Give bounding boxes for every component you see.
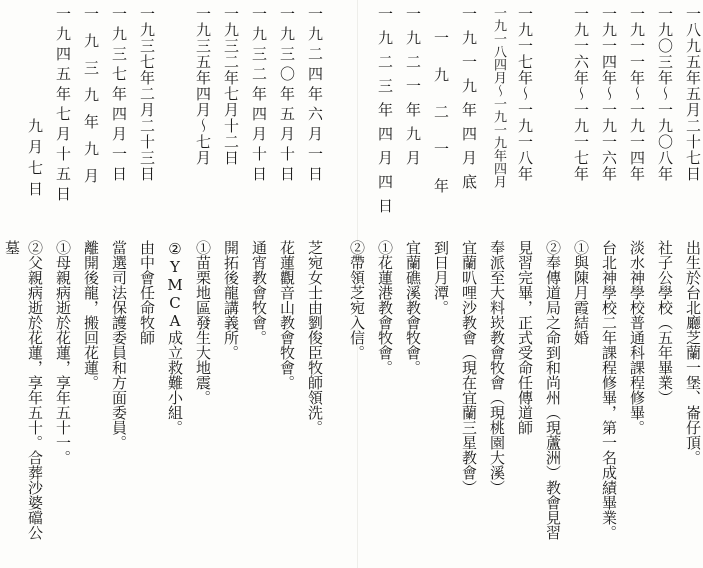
entry (303, 0, 333, 568)
entry-text: 墓 (3, 240, 21, 255)
entry-text: ①與陳月霞結婚 (572, 240, 590, 345)
entry-text: ②帶領芝宛入信。 (348, 240, 366, 360)
entry-date: 一九四五年七月十五日 (54, 6, 72, 206)
entry-text: 花蓮觀音山教會牧會。 (278, 240, 296, 390)
entry-date: 九月七日 (26, 118, 44, 202)
entry-date: 一九二四年六月一日 (306, 6, 324, 186)
entry-date: 一九三二年四月十日 (250, 6, 268, 186)
entry-text: 芝宛女士由劉俊臣牧師領洗。 (306, 240, 324, 435)
entry-text: 到日月潭。 (432, 240, 450, 315)
entry-text: 開拓後龍講義所。 (222, 240, 240, 360)
entry-date: 一九〇三年～一九〇八年 (656, 6, 674, 182)
entry-text: ②奉傳道局之命到和尚州（現蘆洲）教會見習 (544, 240, 562, 540)
entry-text: ②YMCA成立救難小組。 (166, 240, 184, 435)
entry (79, 0, 109, 568)
entry (373, 0, 403, 568)
entry (135, 0, 165, 568)
entry-text: ①花蓮港教會牧會。 (376, 240, 394, 375)
entry-text: 社子公學校（五年畢業） (656, 240, 674, 405)
entry (541, 0, 571, 568)
entry (569, 0, 599, 568)
entry-text: 奉派至大料崁教會牧會（現桃園大溪） (488, 240, 506, 495)
entry-date: 一九一四年～一九一六年 (600, 6, 618, 182)
entry (597, 0, 627, 568)
entry-date: 一九一八四月～一九一九年四月 (491, 6, 506, 188)
entry-text: ①母親病逝於花蓮，享年五十一。 (54, 240, 72, 465)
entry-date: 一九三〇年五月十日 (278, 6, 296, 186)
entry (163, 0, 193, 568)
entry-text: ①苗栗地區發生大地震。 (194, 240, 212, 405)
entry-date: 一九一六年～一九一七年 (572, 6, 590, 182)
entry-date: 一九一七年～一九一八年 (516, 6, 534, 182)
entry-date: 一九一九年四月底 (460, 6, 478, 198)
entry-date: 一九二三年四月四日 (376, 6, 394, 222)
entry-text: 見習完畢，正式受命任傳道師 (516, 240, 534, 435)
entry-text: 離開後龍，搬回花蓮。 (82, 240, 100, 390)
entry (429, 0, 459, 568)
entry (653, 0, 683, 568)
entry-text: ②父親病逝於花蓮，享年五十。合葬沙婆礑公 (26, 240, 44, 540)
entry (345, 0, 375, 568)
entry (247, 0, 277, 568)
entry (107, 0, 137, 568)
entry (485, 0, 515, 568)
entry-date: 一九三二年七月十二日 (222, 6, 240, 166)
entry-date: 一九一一年～一九一四年 (628, 6, 646, 182)
entry (191, 0, 221, 568)
entry (401, 0, 431, 568)
entry-text: 通宵教會牧會。 (250, 240, 268, 345)
entry-date: 一九三七年四月一日 (110, 6, 128, 186)
entry-text: 當選司法保護委員和方面委員。 (110, 240, 128, 450)
entry (219, 0, 249, 568)
entry (625, 0, 655, 568)
entry-date: 一九三九年九月 (82, 6, 100, 195)
entry (275, 0, 305, 568)
entry-text: 淡水神學校普通科課程修畢。 (628, 240, 646, 435)
entry-text: 由中會任命牧師 (138, 240, 156, 345)
entry-date: 一八九五年五月二十七日 (684, 6, 702, 182)
entry (513, 0, 543, 568)
entry-text: 宜蘭礁溪教會牧會。 (404, 240, 422, 375)
entry-date: 一九二一年九月 (404, 6, 422, 174)
entry-date: 一九三七年二月二十三日 (138, 6, 156, 182)
entry-text: 出生於台北廳芝蘭一堡、崙仔頂。 (684, 240, 702, 465)
entry-date: 一九二一年 (432, 30, 450, 215)
entry (0, 0, 30, 568)
entry (681, 0, 703, 568)
entry-text: 台北神學校二年課程修畢，第一名成績畢業。 (600, 240, 618, 540)
entry (51, 0, 81, 568)
entry (457, 0, 487, 568)
entry-date: 一九三五年四月～七月 (194, 6, 212, 166)
entry-text: 宜蘭叭哩沙教會（現在宜蘭三星教會） (460, 240, 478, 495)
